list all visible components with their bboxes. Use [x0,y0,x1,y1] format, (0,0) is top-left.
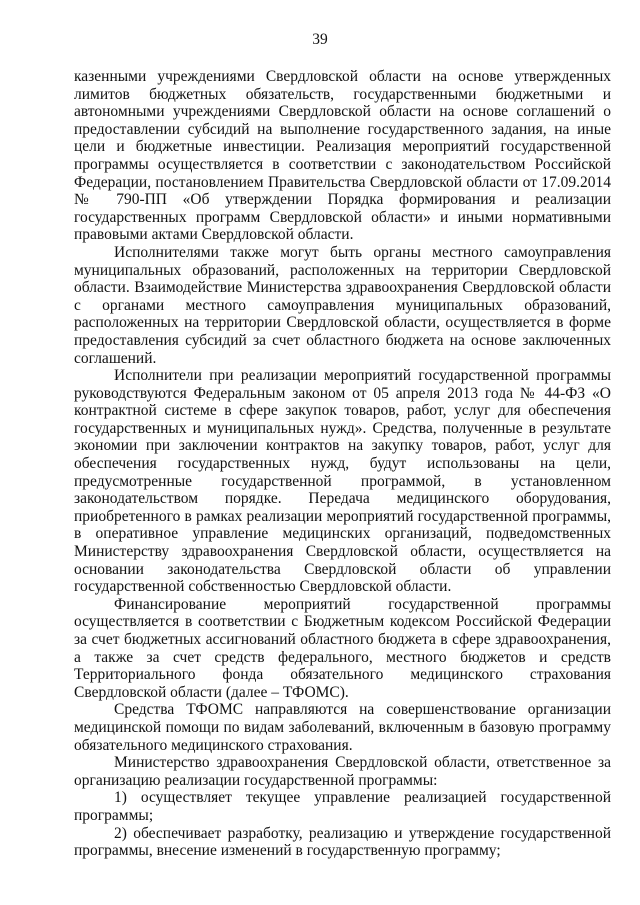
document-body [74,68,611,860]
paragraph-federal-law: Исполнители при реализации мероприятий государственной программы руководствуются Федеральным законом от 05 апреля 2013 года № 44-ФЗ «О контрактной системе в сфере закупок товаров, работ, услуг для обеспечения государственных и муниципальных нужд». Средства, полученные в результате экономии при заключении контрактов на закупку товаров, работ, услуг для обеспечения государственных нужд, будут использованы на цели, предусмотренные государственной программой, в установленном законодательством порядке. Передача медицинского оборудования, приобретенного в рамках реализации мероприятий государственной программы, в оперативное управление медицинских организаций, подведомственных Министерству здравоохранения Свердловской области, осуществляется на основании законодательства Свердловской области об управлении государственной собственностью Свердловской области. [74,367,611,596]
paragraph-ministry-responsible: Министерство здравоохранения Свердловской области, ответственное за организацию реализации государственной программы: [74,754,611,789]
paragraph-tfoms-funds: Средства ТФОМС направляются на совершенствование организации медицинской помощи по видам заболеваний, включенным в базовую программу обязательного медицинского страхования. [74,701,611,754]
list-item-program-development: 2) обеспечивает разработку, реализацию и утверждение государственной программы, внесение изменений в государственную программу; [74,824,611,860]
list-item-current-management: 1) осуществляет текущее управление реализацией государственной программы; [74,789,611,824]
paragraph-financing: Финансирование мероприятий государственной программы осуществляется в соответствии с Бюджетным кодексом Российской Федерации за счет бюджетных ассигнований областного бюджета в сфере здравоохранения, а также за счет средств федерального, местного бюджетов и средств Территориального фонда обязательного медицинского страхования Свердловской области (далее – ТФОМС). [74,595,611,701]
paragraph-budget-executors: казенными учреждениями Свердловской области на основе утвержденных лимитов бюджетных обязательств, государственными бюджетными и автономными учреждениями Свердловской области на основе соглашений о предоставлении субсидий на выполнение государственного задания, на иные цели и бюджетные инвестиции. Реализация мероприятий государственной программы осуществляется в соответствии с законодательством Российской Федерации, постановлением Правительства Свердловской области от 17.09.2014 № 790-ПП «Об утверждении Порядка формирования и реализации государственных программ Свердловской области» и иными нормативными правовыми актами Свердловской области. [74,68,611,244]
page-number: 39 [312,31,328,48]
paragraph-local-government: Исполнителями также могут быть органы местного самоуправления муниципальных образований, расположенных на территории Свердловской области. Взаимодействие Министерства здравоохранения Свердловской области с органами местного самоуправления муниципальных образований, расположенных на территории Свердловской области, осуществляется в форме предоставления субсидий за счет областного бюджета на основе заключенных соглашений. [74,243,611,367]
